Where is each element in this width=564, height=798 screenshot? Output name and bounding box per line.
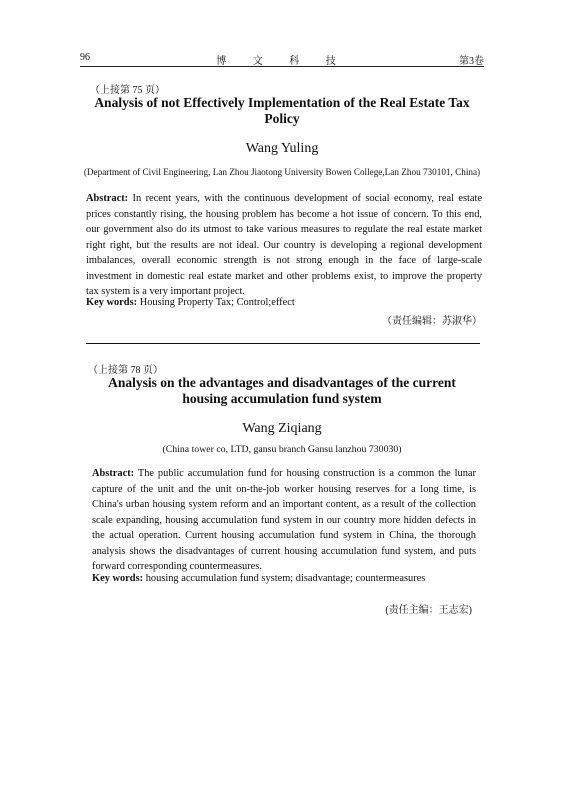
article1-keywords-label: Key words: [86,297,138,308]
article1-keywords-text: Housing Property Tax; Control;effect [139,297,295,308]
article2-author: Wang Ziqiang [242,421,322,436]
header-rule [80,66,484,67]
article2-abstract-text: The public accumulation fund for housing construction is a common the lunar capture of the unit and the unit on-the-job worker housing reserves for a long time, is China's urban housing system reform and an important content, as a result of the collection scale expanding, housing accumulation fund system in our country more hidden defects in the actual operation. Current housing accumulation fund system in China, the thorough analysis shows the disadvantages of current housing accumulation fund system, and puts forward corresponding countermeasures. [92,468,476,572]
article1-title-line1: Analysis of not Effectively Implementation of the Real Estate Tax [94,95,470,110]
article1-affiliation: (Department of Civil Engineering, Lan Zhou Jiaotong University Bowen College,Lan Zhou 730101, China) [83,167,481,177]
article2-title [80,375,484,407]
article2-keywords [92,573,476,584]
article2-abstract-label: Abstract: [92,468,135,479]
continued-note-1: （上接第 75 页） [90,85,165,96]
article2-editor: (责任主编：王志宏) [385,605,472,616]
article1-abstract-text: In recent years, with the continuous development of social economy, real estate prices constantly rising, the housing problem has become a hot issue of concern. To this end, our government also do its utmost to take various measures to regulate the real estate market right right, but the results are not ideal. Our country is developing a regional development imbalances, overall economic strength is not strong enough in the face of large-scale investment in domestic real estate market and other problems exist, to improve the property tax system is a very important project. [86,193,482,297]
journal-name: 博 文 科 技 [216,56,348,67]
article2-keywords-label: Key words: [92,573,144,584]
article1-title [80,95,484,127]
article1-abstract [86,191,482,300]
page-number: 96 [80,52,90,63]
continued-note-2: （上接第 78 页） [88,365,163,376]
article1-editor: （责任编辑：苏淑华） [382,316,482,327]
volume-label: 第3卷 [459,56,484,67]
article1-title-line2: Policy [264,111,300,126]
section-divider [86,343,480,344]
article2-affiliation: (China tower co, LTD, gansu branch Gansu lanzhou 730030) [162,444,402,455]
article1-abstract-label: Abstract: [86,193,129,204]
article1-author: Wang Yuling [245,141,319,156]
article2-title-line1: Analysis on the advantages and disadvantages of the current [108,375,456,390]
running-header [80,48,484,66]
article2-abstract [92,466,476,575]
article1-keywords [86,297,482,308]
article2-keywords-text: housing accumulation fund system; disadvantage; countermeasures [145,573,426,584]
article2-title-line2: housing accumulation fund system [182,391,382,406]
